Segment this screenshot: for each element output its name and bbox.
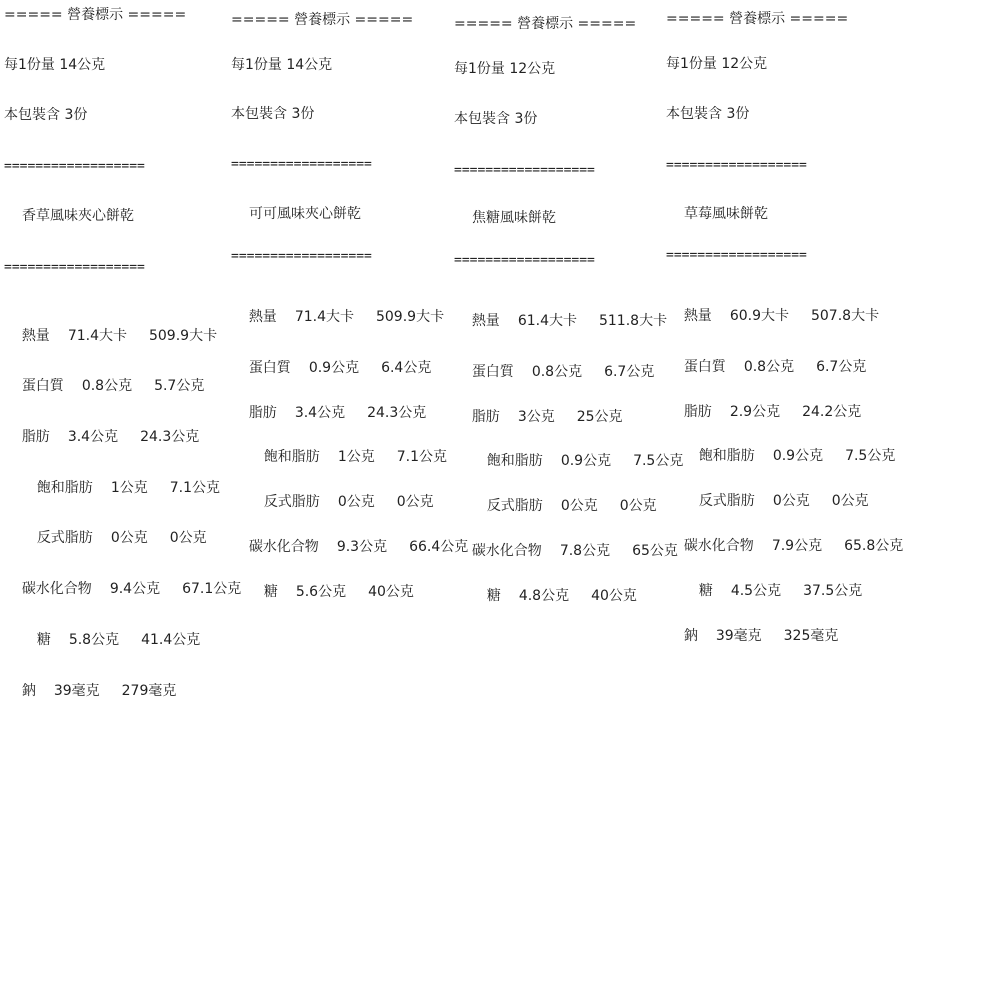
nutrient-per-serving: 3公克 xyxy=(517,409,555,425)
nutrient-per-serving: 5.8公克 xyxy=(68,632,120,648)
nutrient-per-serving: 7.8公克 xyxy=(559,543,611,559)
nutrient-per-serving: 3.4公克 xyxy=(67,429,119,445)
nutrient-name: 脂肪 xyxy=(683,404,712,420)
nutrient-row xyxy=(666,385,862,420)
nutrient-per-serving: 0.8公克 xyxy=(743,359,795,375)
nutrient-per-100g: 7.1公克 xyxy=(396,449,447,465)
product-title: 草莓風味餅乾 xyxy=(684,206,768,222)
nutrient-per-100g: 66.4公克 xyxy=(409,539,469,555)
nutrient-per-100g: 325毫克 xyxy=(783,628,839,644)
nutrient-per-100g: 25公克 xyxy=(576,409,623,425)
nutrient-per-serving: 0.9公克 xyxy=(560,453,612,469)
nutrient-per-100g: 41.4公克 xyxy=(141,632,201,648)
nutrient-row xyxy=(246,430,447,465)
nutrient-name: 反式脂肪 xyxy=(263,494,320,510)
nutrient-name: 飽和脂肪 xyxy=(486,453,543,469)
nutrient-name: 碳水化合物 xyxy=(21,581,92,597)
nutrient-per-100g: 509.9大卡 xyxy=(375,309,445,325)
nutrient-row xyxy=(454,390,623,425)
separator-bottom: ================== xyxy=(666,248,807,263)
nutrient-per-100g: 24.2公克 xyxy=(802,404,862,420)
serving-size: 每1份量 12公克 xyxy=(666,56,768,72)
nutrient-name: 鈉 xyxy=(21,683,36,699)
nutrient-row xyxy=(666,289,880,324)
nutrient-row xyxy=(666,609,839,644)
nutrient-per-100g: 7.1公克 xyxy=(169,480,220,496)
nutrient-per-100g: 279毫克 xyxy=(121,683,177,699)
nutrient-name: 蛋白質 xyxy=(683,359,726,375)
nutrient-row xyxy=(4,309,218,344)
nutrient-per-100g: 6.7公克 xyxy=(816,359,867,375)
nutrient-per-serving: 0.8公克 xyxy=(531,364,583,380)
label-header: ===== 營養標示 ===== xyxy=(454,16,637,32)
nutrient-row xyxy=(19,461,220,496)
nutrient-per-serving: 39毫克 xyxy=(715,628,762,644)
nutrient-per-serving: 0公克 xyxy=(772,493,810,509)
label-header: ===== 營養標示 ===== xyxy=(4,7,187,23)
nutrient-per-100g: 511.8大卡 xyxy=(598,313,668,329)
nutrient-per-100g: 40公克 xyxy=(591,588,637,604)
nutrient-per-serving: 0公克 xyxy=(110,530,148,546)
nutrient-name: 飽和脂肪 xyxy=(263,449,320,465)
nutrient-per-100g: 0公克 xyxy=(831,493,869,509)
nutrient-name: 蛋白質 xyxy=(248,360,291,376)
nutrient-per-100g: 0公克 xyxy=(619,498,657,514)
nutrient-name: 糖 xyxy=(486,588,501,604)
servings-per-pack: 本包裝含 3份 xyxy=(4,107,88,123)
nutrient-per-100g: 6.4公克 xyxy=(381,360,432,376)
nutrient-per-serving: 1公克 xyxy=(337,449,375,465)
nutrient-row xyxy=(231,520,469,555)
nutrient-per-serving: 4.5公克 xyxy=(730,583,782,599)
separator-bottom: ================== xyxy=(4,260,145,275)
nutrient-name: 反式脂肪 xyxy=(36,530,93,546)
nutrient-row xyxy=(19,613,201,648)
nutrient-per-serving: 61.4大卡 xyxy=(517,313,577,329)
nutrient-per-serving: 0.9公克 xyxy=(308,360,360,376)
nutrient-name: 糖 xyxy=(36,632,51,648)
nutrient-row xyxy=(4,562,242,597)
nutrient-name: 脂肪 xyxy=(21,429,50,445)
nutrient-per-100g: 7.5公克 xyxy=(845,448,896,464)
label-header: ===== 營養標示 ===== xyxy=(231,12,414,28)
nutrient-name: 糖 xyxy=(698,583,713,599)
nutrient-row xyxy=(666,519,904,554)
nutrient-row xyxy=(681,474,869,509)
product-title: 香草風味夾心餅乾 xyxy=(22,208,134,224)
nutrient-per-serving: 5.6公克 xyxy=(295,584,347,600)
nutrient-per-100g: 24.3公克 xyxy=(367,405,427,421)
servings-per-pack: 本包裝含 3份 xyxy=(454,111,538,127)
nutrient-name: 鈉 xyxy=(683,628,698,644)
product-title: 焦糖風味餅乾 xyxy=(472,210,556,226)
servings-per-pack: 本包裝含 3份 xyxy=(231,106,315,122)
nutrient-per-serving: 2.9公克 xyxy=(729,404,781,420)
separator-bottom: ================== xyxy=(231,249,372,264)
nutrient-per-serving: 3.4公克 xyxy=(294,405,346,421)
nutrient-row xyxy=(231,341,432,376)
nutrient-per-serving: 60.9大卡 xyxy=(729,308,789,324)
nutrient-name: 蛋白質 xyxy=(21,378,64,394)
nutrient-per-100g: 0公克 xyxy=(396,494,434,510)
nutrient-name: 飽和脂肪 xyxy=(36,480,93,496)
nutrient-name: 蛋白質 xyxy=(471,364,514,380)
nutrient-name: 糖 xyxy=(263,584,278,600)
nutrient-per-serving: 0.9公克 xyxy=(772,448,824,464)
nutrient-per-100g: 7.5公克 xyxy=(633,453,684,469)
nutrient-row xyxy=(231,290,445,325)
nutrient-name: 熱量 xyxy=(21,328,50,344)
nutrient-row xyxy=(469,569,637,604)
nutrient-name: 脂肪 xyxy=(471,409,500,425)
nutrient-per-serving: 39毫克 xyxy=(53,683,100,699)
nutrient-name: 碳水化合物 xyxy=(248,539,319,555)
nutrient-row xyxy=(469,479,657,514)
nutrient-name: 反式脂肪 xyxy=(486,498,543,514)
nutrient-row xyxy=(681,429,896,464)
label-header: ===== 營養標示 ===== xyxy=(666,11,849,27)
nutrient-row xyxy=(469,434,684,469)
nutrient-per-100g: 65.8公克 xyxy=(844,538,904,554)
nutrient-row xyxy=(454,345,655,380)
nutrient-row xyxy=(4,664,177,699)
separator-top: ================== xyxy=(4,159,145,174)
nutrient-row xyxy=(454,524,678,559)
nutrient-name: 熱量 xyxy=(248,309,277,325)
nutrient-per-100g: 40公克 xyxy=(368,584,414,600)
nutrient-per-100g: 67.1公克 xyxy=(182,581,242,597)
nutrient-row xyxy=(246,565,414,600)
separator-top: ================== xyxy=(231,157,372,172)
nutrient-name: 脂肪 xyxy=(248,405,277,421)
nutrient-row xyxy=(19,511,207,546)
nutrient-per-serving: 0.8公克 xyxy=(81,378,133,394)
nutrient-row xyxy=(246,475,434,510)
nutrient-per-serving: 0公克 xyxy=(560,498,598,514)
nutrient-per-serving: 71.4大卡 xyxy=(294,309,354,325)
nutrient-name: 熱量 xyxy=(683,308,712,324)
nutrient-row xyxy=(681,564,863,599)
nutrient-per-serving: 71.4大卡 xyxy=(67,328,127,344)
nutrient-per-100g: 509.9大卡 xyxy=(148,328,218,344)
nutrient-row xyxy=(231,386,427,421)
nutrient-name: 碳水化合物 xyxy=(471,543,542,559)
product-title: 可可風味夾心餅乾 xyxy=(249,206,361,222)
separator-top: ================== xyxy=(454,163,595,178)
nutrient-per-serving: 9.3公克 xyxy=(336,539,388,555)
serving-size: 每1份量 14公克 xyxy=(231,57,333,73)
nutrient-per-serving: 4.8公克 xyxy=(518,588,570,604)
nutrient-per-100g: 507.8大卡 xyxy=(810,308,880,324)
nutrient-row xyxy=(4,359,205,394)
nutrient-per-100g: 37.5公克 xyxy=(803,583,863,599)
nutrient-per-serving: 7.9公克 xyxy=(771,538,823,554)
nutrient-name: 反式脂肪 xyxy=(698,493,755,509)
nutrient-per-100g: 5.7公克 xyxy=(154,378,205,394)
serving-size: 每1份量 14公克 xyxy=(4,57,106,73)
separator-top: ================== xyxy=(666,158,807,173)
nutrient-per-100g: 6.7公克 xyxy=(604,364,655,380)
nutrient-per-serving: 9.4公克 xyxy=(109,581,161,597)
nutrient-per-100g: 24.3公克 xyxy=(140,429,200,445)
nutrient-name: 碳水化合物 xyxy=(683,538,754,554)
nutrient-per-100g: 65公克 xyxy=(632,543,678,559)
nutrient-name: 飽和脂肪 xyxy=(698,448,755,464)
serving-size: 每1份量 12公克 xyxy=(454,61,556,77)
nutrient-row xyxy=(454,294,668,329)
nutrient-per-serving: 0公克 xyxy=(337,494,375,510)
separator-bottom: ================== xyxy=(454,253,595,268)
nutrient-per-serving: 1公克 xyxy=(110,480,148,496)
nutrient-name: 熱量 xyxy=(471,313,500,329)
nutrient-row xyxy=(666,340,867,375)
nutrient-per-100g: 0公克 xyxy=(169,530,207,546)
nutrient-row xyxy=(4,410,200,445)
servings-per-pack: 本包裝含 3份 xyxy=(666,106,750,122)
